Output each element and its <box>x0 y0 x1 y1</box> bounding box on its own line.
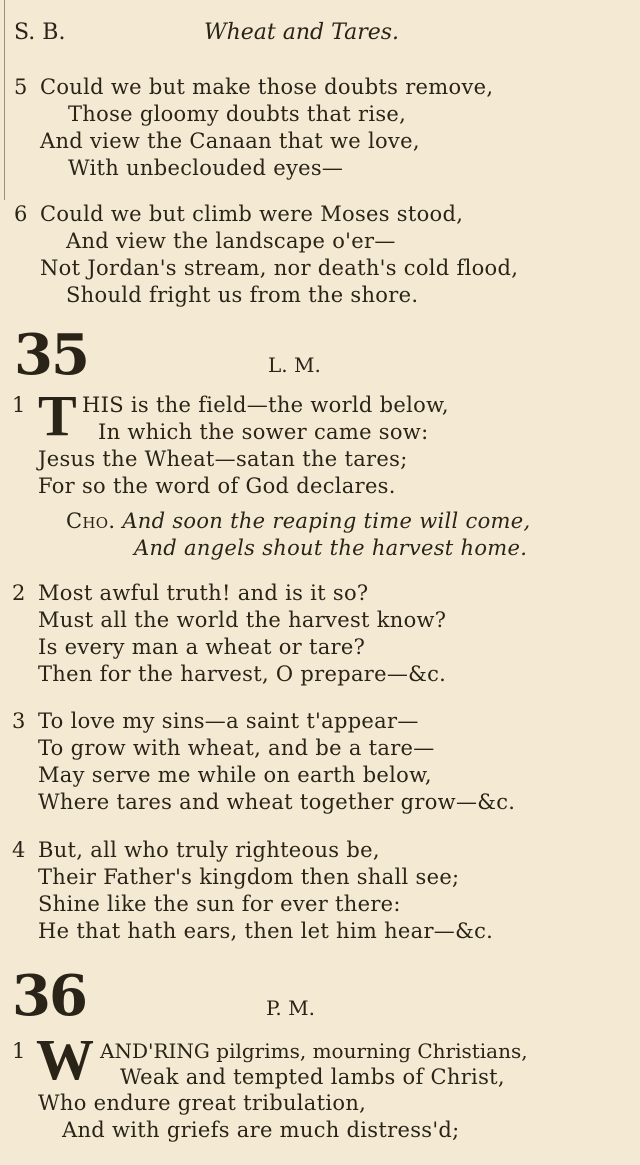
verse-line: And with griefs are much distress'd; <box>62 1118 460 1142</box>
stanza-number: 6 <box>14 202 28 226</box>
stanza-number: 3 <box>12 709 26 733</box>
verse-line: AND'RING pilgrims, mourning Christians, <box>100 1039 528 1063</box>
verse-line: To love my sins—a saint t'appear— <box>38 709 419 733</box>
chorus-line <box>66 508 530 534</box>
verse-line: Weak and tempted lambs of Christ, <box>120 1065 505 1089</box>
hymn-number: 36 <box>12 963 86 1029</box>
verse-line: Most awful truth! and is it so? <box>38 581 369 605</box>
stanza-number: 1 <box>12 1039 26 1063</box>
verse-line: Shine like the sun for ever there: <box>38 892 401 916</box>
verse-line: For so the word of God declares. <box>38 474 396 498</box>
verse-line: But, all who truly righteous be, <box>38 838 380 862</box>
verse-line: Could we but make those doubts remove, <box>40 75 494 99</box>
chorus-label: Cho. <box>66 509 116 533</box>
verse-line: HIS is the field—the world below, <box>82 393 449 417</box>
verse-line: Then for the harvest, O prepare—&c. <box>38 662 447 686</box>
hymn-meter: P. M. <box>266 996 315 1020</box>
verse-line: With unbeclouded eyes— <box>68 156 344 180</box>
verse-line: Jesus the Wheat—satan the tares; <box>38 447 408 471</box>
verse-line: Not Jordan's stream, nor death's cold flood, <box>40 256 519 280</box>
stanza-number: 1 <box>12 393 26 417</box>
chorus-line: And angels shout the harvest home. <box>134 536 528 560</box>
verse-line: May serve me while on earth below, <box>38 763 432 787</box>
chorus-text: And soon the reaping time will come, <box>122 509 531 533</box>
verse-line: In which the sower came sow: <box>98 420 429 444</box>
verse-line: Should fright us from the shore. <box>66 283 419 307</box>
verse-line: Must all the world the harvest know? <box>38 608 447 632</box>
verse-line: Their Father's kingdom then shall see; <box>38 865 460 889</box>
stanza-number: 2 <box>12 581 26 605</box>
hymn-meter: L. M. <box>268 353 321 377</box>
margin-rule <box>4 0 5 200</box>
verse-line: And view the landscape o'er— <box>66 229 396 253</box>
verse-line: Those gloomy doubts that rise, <box>68 102 407 126</box>
page-header-title: Wheat and Tares. <box>204 20 400 45</box>
page-header-initials: S. B. <box>14 20 66 45</box>
verse-line: Could we but climb were Moses stood, <box>40 202 464 226</box>
verse-line: Where tares and wheat together grow—&c. <box>38 790 516 814</box>
verse-line: To grow with wheat, and be a tare— <box>38 736 435 760</box>
drop-cap: T <box>38 383 77 448</box>
stanza-number: 5 <box>14 75 28 99</box>
stanza-number: 4 <box>12 838 26 862</box>
verse-line: He that hath ears, then let him hear—&c. <box>38 919 494 943</box>
hymn-number: 35 <box>14 322 88 388</box>
verse-line: And view the Canaan that we love, <box>40 129 420 153</box>
drop-cap: W <box>36 1027 94 1092</box>
verse-line: Is every man a wheat or tare? <box>38 635 366 659</box>
verse-line: Who endure great tribulation, <box>38 1091 367 1115</box>
